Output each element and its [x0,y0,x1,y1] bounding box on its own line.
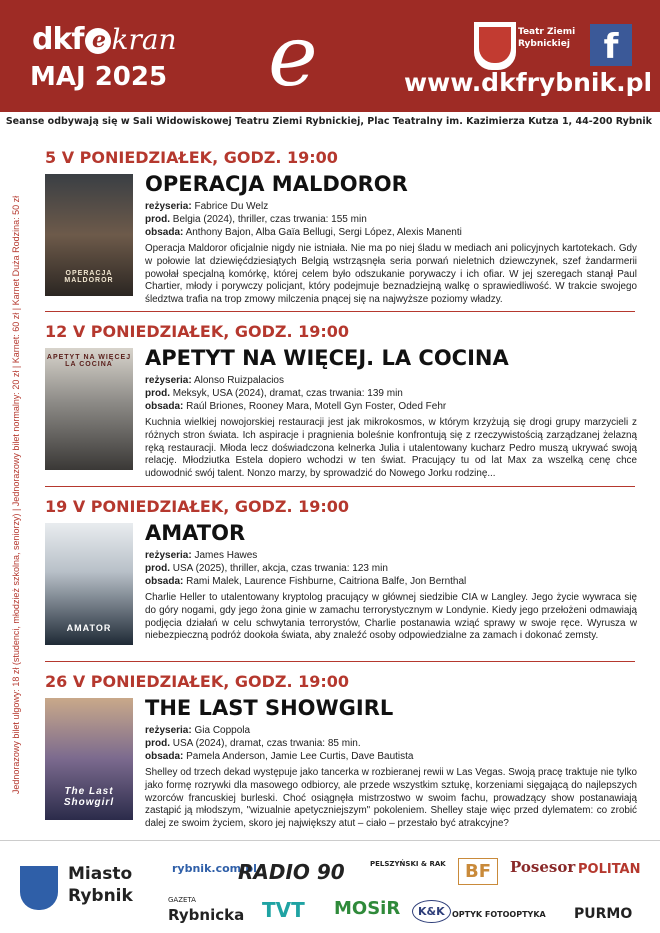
film-poster[interactable] [45,698,133,820]
screening-date: 5 V PONIEDZIAŁEK, GODZ. 19:00 [45,148,338,167]
sponsor-politan[interactable]: POLITAN [578,862,641,877]
film-director: reżyseria: James Hawes [145,550,258,561]
sponsor-gazeta: GAZETA [168,896,196,904]
poster-title: OPERACJA MALDOROR [64,270,114,284]
film-production: prod. USA (2025), thriller, akcja, czas trwania: 123 min [145,563,388,574]
sponsor-rybnik-com[interactable]: rybnik.com.pl [172,862,257,875]
dkf-ekran-logo[interactable] [32,22,177,57]
film-director: reżyseria: Fabrice Du Welz [145,201,269,212]
film-info [145,696,637,831]
film-description: Operacja Maldoror oficjalnie nigdy nie istniała. Nie ma po niej śladu w mediach ani policyjnych kartotekach. Gdy w połowie lat dziewięćdziesiątych Belgią wstrząsnęła seria porwań nieletnich dziewczynek, szef żandarmerii powołał specjalną komórkę, której celem było odszukanie porywaczy i ich ofiar. W jej szeregach stanął Paul Chartier, młody i porywczy policjant, który podejmuje beznadziejną walkę o sprawiedliwość. W trakcie swojego śledztwa trafia na trop zmowy milczenia pnącej się na najwyższe poziomy władzy. [145,243,637,306]
logo-e-circle: e [85,28,111,54]
ticket-info: Jednorazowy bilet ulgowy: 18 zł (studenci, młodzież szkolna, seniorzy) | Jednorazowy bilet normalny: 20 zł | Karnet: 60 zł | Karnet Duża Rodzina: 50 zł [11,195,21,795]
theatre-name: Teatr Ziemi Rybnickiej [518,27,576,49]
film-title: OPERACJA MALDOROR [145,172,408,196]
rybnik-crest-icon [20,866,58,910]
sponsor-optyk[interactable]: OPTYK FOTOOPTYKA [452,910,546,919]
film-cast: obsada: Rami Malek, Laurence Fishburne, Caitriona Balfe, Jon Bernthal [145,576,467,587]
section-divider [45,661,635,662]
film-title: THE LAST SHOWGIRL [145,696,394,720]
film-poster[interactable] [45,523,133,645]
sponsor-miasto[interactable]: Miasto [68,864,133,884]
section-divider [45,311,635,312]
film-entry [45,497,635,652]
film-production: prod. USA (2024), dramat, czas trwania: 85 min. [145,738,361,749]
film-poster[interactable] [45,348,133,470]
film-entry [45,672,635,832]
venue-note: Seanse odbywają się w Sali Widowiskowej Teatru Ziemi Rybnickiej, Plac Teatralny im. Kazimierza Kutza 1, 44-200 Rybnik [5,116,652,127]
film-production: prod. Meksyk, USA (2024), dramat, czas trwania: 139 min [145,388,403,399]
sponsor-radio90[interactable]: RADIO 90 [238,860,345,884]
sponsor-pelszynski[interactable]: PELSZYŃSKI & RAK [370,860,446,868]
film-info [145,346,637,481]
film-info [145,521,637,643]
section-divider [45,486,635,487]
ekran-e-emblem: e [268,7,318,105]
footer-divider [0,840,660,841]
screening-date: 19 V PONIEDZIAŁEK, GODZ. 19:00 [45,497,350,516]
sponsor-mosir[interactable]: MOSiR [334,898,401,919]
facebook-icon[interactable]: f [590,24,632,66]
sponsor-bf[interactable]: BF [458,858,498,885]
film-poster[interactable] [45,174,133,296]
film-title: APETYT NA WIĘCEJ. LA COCINA [145,346,509,370]
sponsor-rybnik[interactable]: Rybnik [68,886,133,906]
header-banner [0,0,660,112]
website-url[interactable]: www.dkfrybnik.pl [404,68,653,97]
sponsor-gazeta-rybnicka[interactable]: Rybnicka [168,906,245,924]
sponsor-purmo[interactable]: PURMO [574,906,633,922]
poster-title: AMATOR [66,623,112,633]
film-cast: obsada: Raúl Briones, Rooney Mara, Motell Gyn Foster, Oded Fehr [145,401,447,412]
film-entry [45,148,635,308]
logo-kran-text: kran [111,23,177,56]
poster-title: APETYT NA WIĘCEJ LA COCINA [46,354,132,368]
film-director: reżyseria: Gia Coppola [145,725,251,736]
sponsors-bar [0,848,660,933]
sponsor-posesor[interactable]: Posesor [510,858,576,876]
month-heading: MAJ 2025 [30,62,168,92]
sponsor-tvt[interactable]: TVT [262,898,305,922]
poster-title: The Last Showgirl [63,786,115,808]
screening-date: 26 V PONIEDZIAŁEK, GODZ. 19:00 [45,672,350,691]
film-info [145,172,637,307]
sponsor-kk[interactable]: K&K [412,900,451,923]
film-entry [45,322,635,482]
screening-date: 12 V PONIEDZIAŁEK, GODZ. 19:00 [45,322,350,341]
film-description: Charlie Heller to utalentowany kryptolog pracujący w głównej siedzibie CIA w Langley. Jego życie wywraca się do góry nogami, gdy jego żona ginie w zamachu terrorystycznym w Londynie. Kiedy jego przełożeni odmawiają podjęcia działań w celu schwytania terrorystów, Charlie postanawia wziąć sprawy w swoje ręce. Wyrusza w niebezpieczną podróż dookoła świata, aby znaleźć osoby odpowiedzialne za zamach i dokonać zemsty. [145,592,637,642]
ticket-info-strip [6,150,26,840]
film-title: AMATOR [145,521,246,545]
film-description: Shelley od trzech dekad występuje jako tancerka w rozbieranej rewii w Las Vegas. Swoją pracę traktuje nie tylko jako formę rozrywki dla masowego odbiorcy, ale przede wszystkim sztukę, korzeniami sięgającą do najlepszych wzorców francuskiej burleski. Choć osiągnęła mistrzostwo w swoim fachu, prowadzący show postanawiają zastąpić ją młodszym, "wizualnie apetyczniejszym" pokoleniem. Shelley staje więc przed dylematem: co zrobić dalej ze swoim życiem, skoro jej największy atut – ciało – przestało być atrakcyjne? [145,767,637,830]
film-director: reżyseria: Alonso Ruizpalacios [145,375,284,386]
film-cast: obsada: Anthony Bajon, Alba Gaïa Bellugi, Sergi López, Alexis Manenti [145,227,462,238]
film-description: Kuchnia wielkiej nowojorskiej restauracji jest jak mikrokosmos, w którym krzyżują się drogi grupy marzycieli z różnych stron świata. Ich aspiracje i pragnienia boleśnie konfrontują się z rzeczywistością zarządzanej żelazną ręką restauracji. Młoda lecz doświadczona kelnerka Julia i utalentowany kucharz Pedro muszą ukrywać swoją relację. Młodziutka Estela dopiero wchodzi w ten świat. Pracujący tu od lat Max za wszelką cenę chce udowodnić swój talent. Nonzo marzy, by sprowadzić do Nowego Jorku rodzinę... [145,417,637,480]
theatre-crest-icon [474,22,516,70]
logo-dkf-text: dkf [32,22,84,57]
film-production: prod. Belgia (2024), thriller, czas trwania: 155 min [145,214,367,225]
film-cast: obsada: Pamela Anderson, Jamie Lee Curtis, Dave Bautista [145,751,414,762]
